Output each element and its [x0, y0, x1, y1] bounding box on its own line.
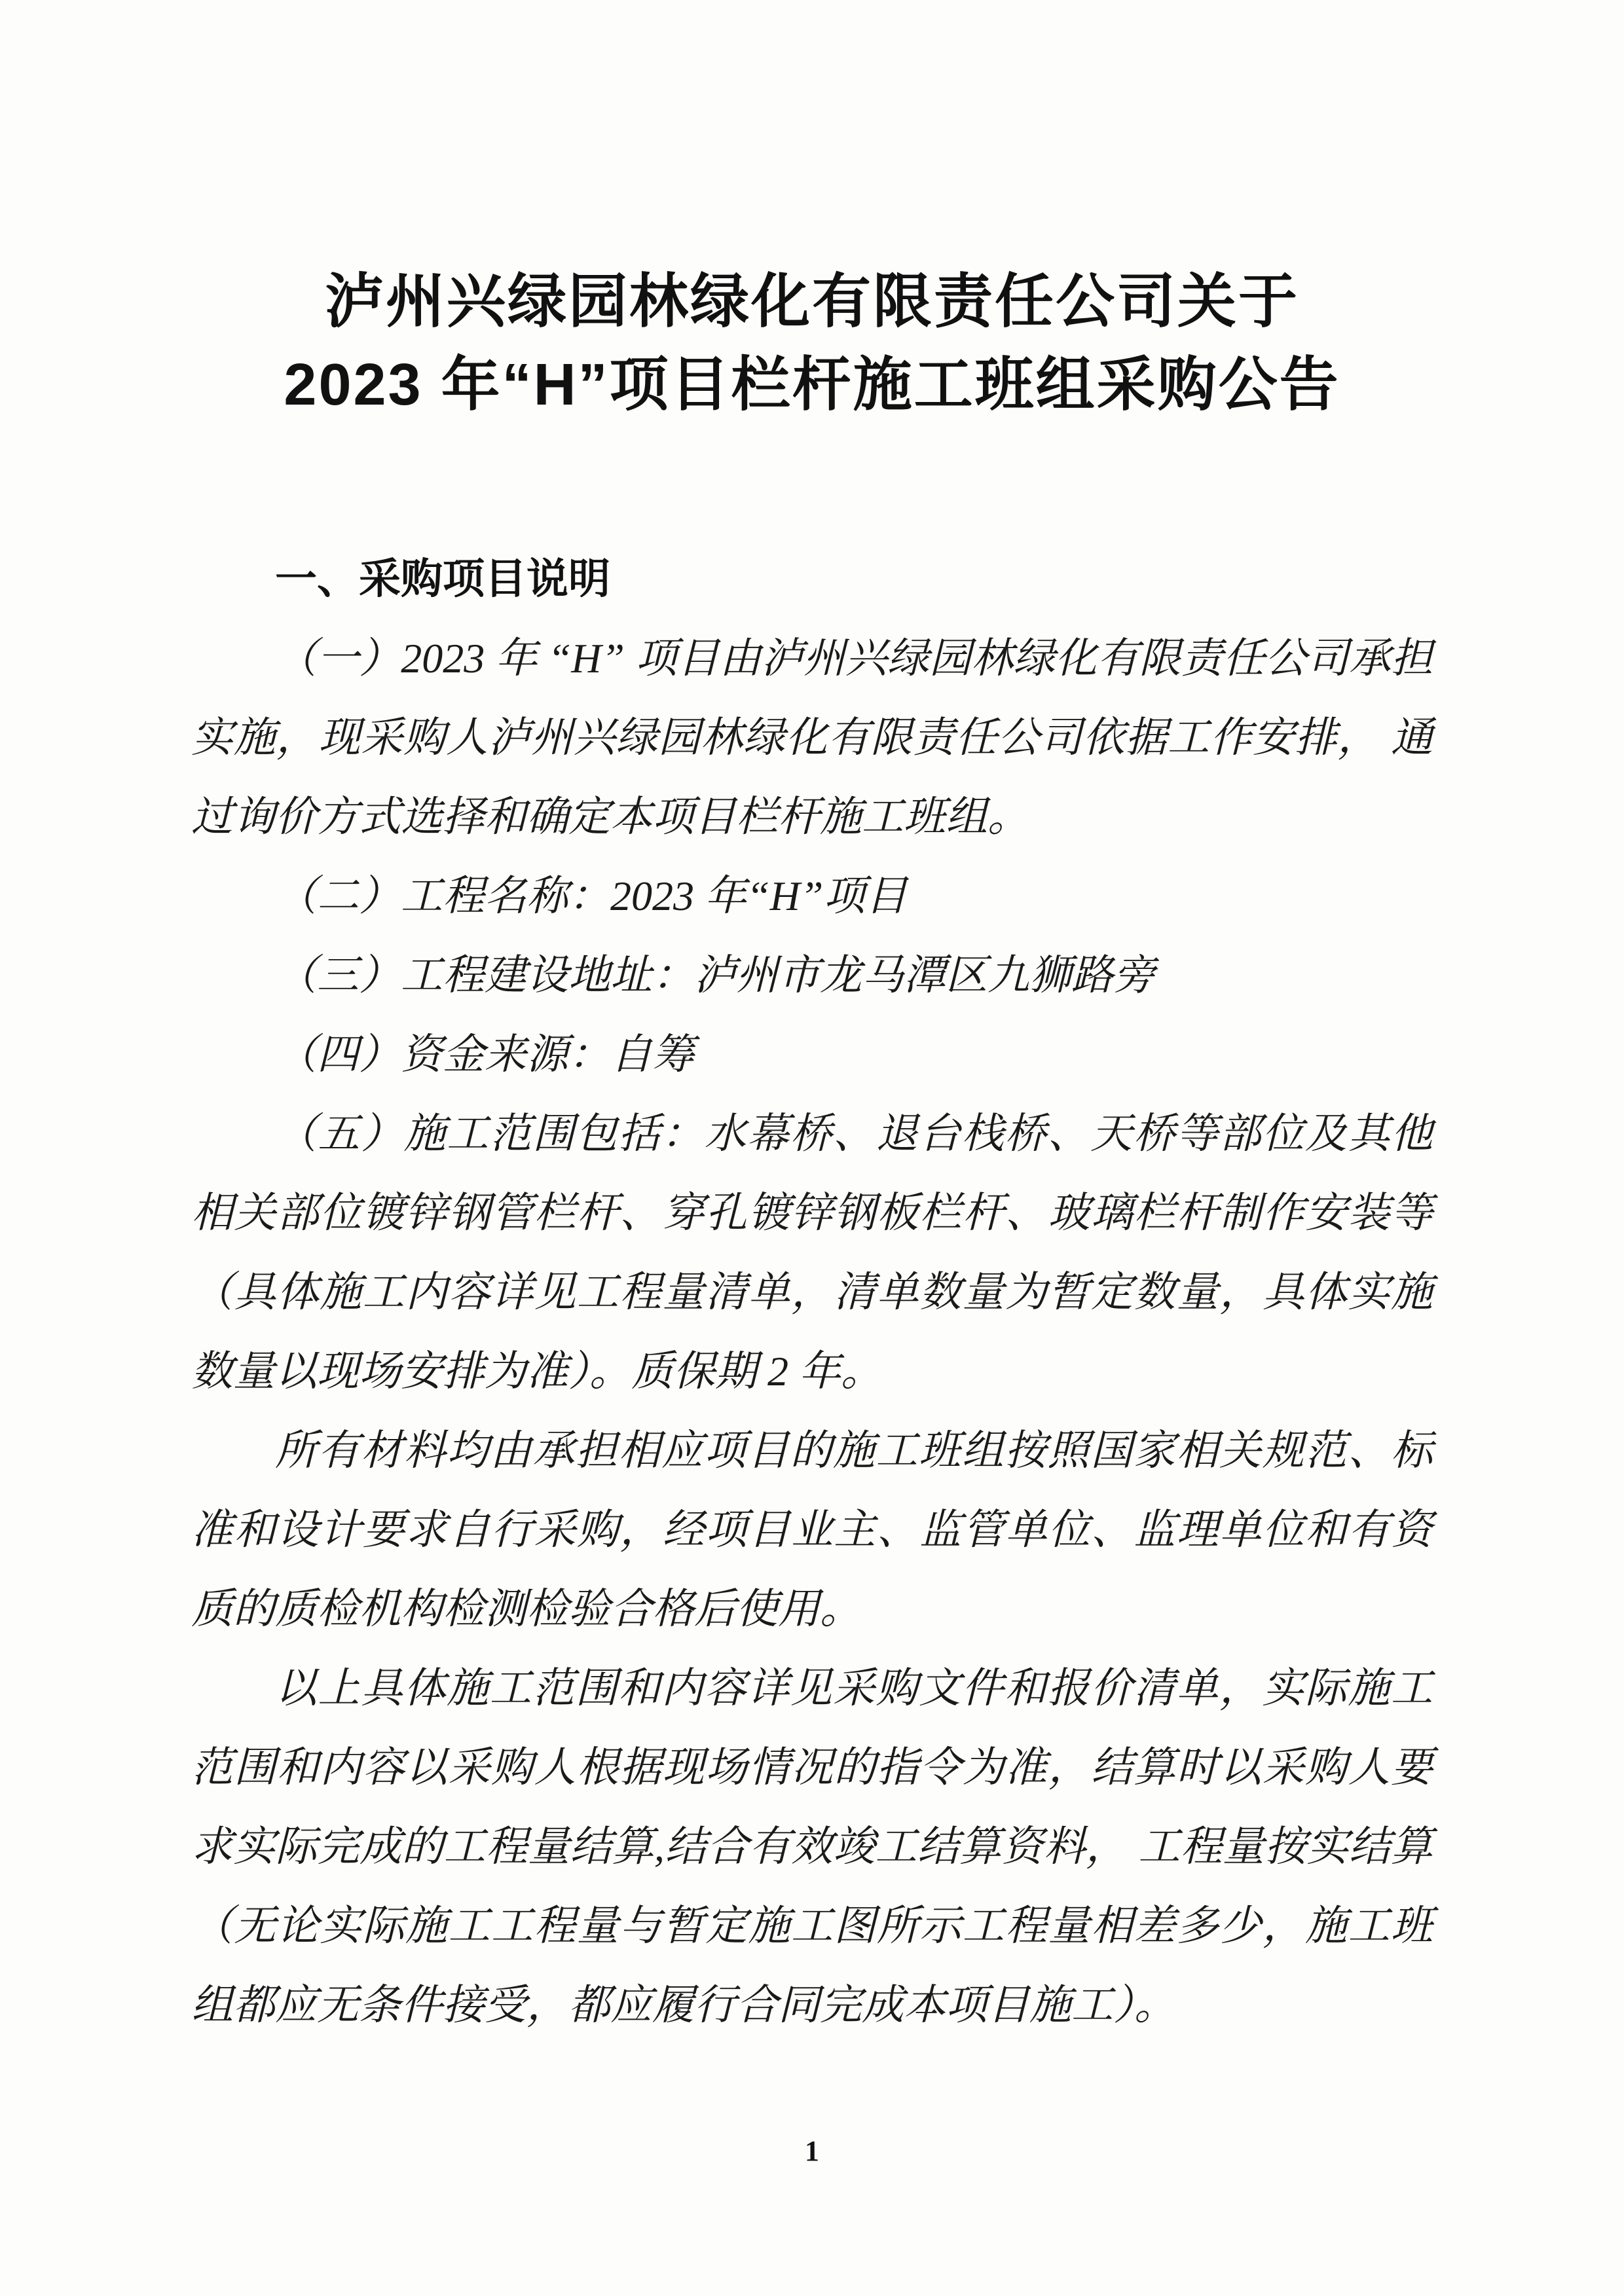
- paragraph-settlement-terms: 以上具体施工范围和内容详见采购文件和报价清单，实际施工范围和内容以采购人根据现场情况的指令为准，结算时以采购人要求实际完成的工程量结算,结合有效竣工结算资料， 工程量按实结算（无论实际施工工程量与暂定施工图所示工程量相差多少，施工班组都应无条件接受，都应履行合同完成本项目施工）。: [191, 1665, 1433, 2028]
- document-title: [191, 261, 1433, 427]
- document-title-line-2: 2023 年“H”项目栏杆施工班组采购公告: [284, 352, 1340, 418]
- section-heading-procurement-description: 一、采购项目说明: [275, 555, 610, 602]
- paragraph-project-name: （二）工程名称：2023 年“H”项目: [275, 873, 908, 919]
- paragraph-materials-requirement: 所有材料均由承担相应项目的施工班组按照国家相关规范、标准和设计要求自行采购，经项目业主、监管单位、监理单位和有资质的质检机构检测检验合格后使用。: [191, 1427, 1433, 1632]
- document-body: [191, 619, 1433, 2045]
- paragraph-funding-source: （四）资金来源：自筹: [275, 1031, 694, 1078]
- paragraph-project-overview: （一）2023 年 “H” 项目由泸州兴绿园林绿化有限责任公司承担实施，现采购人泸州兴绿园林绿化有限责任公司依据工作安排， 通过询价方式选择和确定本项目栏杆施工班组。: [191, 635, 1433, 840]
- page-number: 1: [805, 2135, 819, 2167]
- document-title-line-1: 泸州兴绿园林绿化有限责任公司关于: [325, 269, 1299, 335]
- paragraph-construction-address: （三）工程建设地址：泸州市龙马潭区九狮路旁: [275, 952, 1155, 998]
- paragraph-construction-scope: （五）施工范围包括：水幕桥、退台栈桥、天桥等部位及其他相关部位镀锌钢管栏杆、穿孔镀锌钢板栏杆、玻璃栏杆制作安装等（具体施工内容详见工程量清单，清单数量为暂定数量，具体实施数量以现场安排为准）。质保期 2 年。: [191, 1110, 1433, 1394]
